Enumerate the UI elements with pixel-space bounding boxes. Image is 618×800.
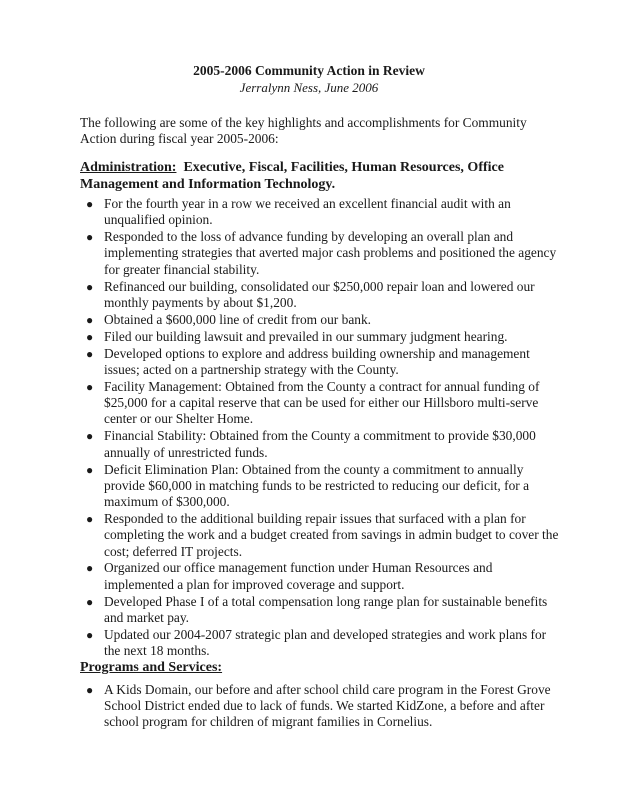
bullet-icon: ●	[86, 329, 94, 344]
list-item	[80, 229, 560, 278]
bullet-icon: ●	[86, 346, 94, 361]
list-item	[80, 627, 560, 660]
list-item	[80, 279, 560, 312]
list-item	[80, 682, 560, 731]
list-item-text: Refinanced our building, consolidated our $250,000 repair loan and lowered our monthly payments by about $1,200.	[104, 278, 535, 310]
list-item-text: For the fourth year in a row we received an excellent financial audit with an unqualified opinion.	[104, 196, 511, 228]
list-item-text: Deficit Elimination Plan: Obtained from the county a commitment to annually provide $60,000 in matching funds to be restricted to reducing our deficit, for a maximum of $300,000.	[104, 461, 530, 510]
list-item	[80, 428, 560, 461]
programs-heading-label: Programs and Services:	[80, 660, 223, 675]
list-item	[80, 462, 560, 511]
list-item-text: Updated our 2004-2007 strategic plan and developed strategies and work plans for the next 18 months.	[104, 626, 547, 659]
list-item	[80, 329, 560, 345]
bullet-icon: ●	[86, 511, 94, 526]
intro-paragraph: The following are some of the key highlights and accomplishments for Community Action during fiscal year 2005-2006:	[80, 115, 527, 147]
programs-section	[80, 660, 560, 731]
list-item-text: Developed Phase I of a total compensation long range plan for sustainable benefits and market pay.	[104, 593, 548, 625]
list-item-text: Organized our office management function under Human Resources and implemented a plan for improved coverage and support.	[104, 560, 493, 592]
bullet-icon: ●	[86, 627, 94, 642]
programs-list	[80, 682, 560, 731]
list-item-text: A Kids Domain, our before and after school child care program in the Forest Grove School District ended due to lack of funds. We started KidZone, a before and after school program for children of migrant families in Cornelius.	[104, 681, 551, 730]
bullet-icon: ●	[86, 594, 94, 609]
programs-heading	[80, 660, 560, 677]
list-item	[80, 379, 560, 428]
bullet-icon: ●	[86, 429, 94, 444]
bullet-icon: ●	[86, 312, 94, 327]
bullet-icon: ●	[86, 279, 94, 294]
administration-list	[80, 196, 560, 659]
bullet-icon: ●	[86, 379, 94, 394]
bullet-icon: ●	[86, 230, 94, 245]
bullet-icon: ●	[86, 682, 94, 697]
administration-heading	[80, 160, 560, 193]
list-item-text: Facility Management: Obtained from the County a contract for annual funding of $25,000 for a capital reserve that can be used for either our Hillsboro multi-serve center or our Shelter Home.	[104, 378, 540, 427]
list-item-text: Obtained a $600,000 line of credit from our bank.	[104, 311, 371, 327]
bullet-icon: ●	[86, 561, 94, 576]
list-item	[80, 346, 560, 379]
document-byline: Jerralynn Ness, June 2006	[239, 80, 379, 95]
administration-heading-label: Administration:	[80, 160, 177, 175]
list-item-text: Responded to the loss of advance funding by developing an overall plan and implementing strategies that averted major cash problems and positioned the agency for greater financial stability.	[104, 229, 557, 277]
list-item-text: Financial Stability: Obtained from the County a commitment to provide $30,000 annually of unrestricted funds.	[104, 428, 536, 460]
list-item	[80, 196, 560, 229]
bullet-icon: ●	[86, 197, 94, 211]
document-title: 2005-2006 Community Action in Review	[193, 63, 425, 78]
administration-heading-detail: Executive, Fiscal, Facilities, Human Resources, Office Management and Information Technology.	[80, 160, 508, 192]
list-item	[80, 312, 560, 328]
list-item-text: Filed our building lawsuit and prevailed in our summary judgment hearing.	[104, 328, 508, 344]
list-item	[80, 560, 560, 593]
bullet-icon: ●	[86, 462, 94, 477]
list-item	[80, 511, 560, 560]
list-item	[80, 594, 560, 627]
list-item-text: Developed options to explore and address building ownership and management issues; acted on a partnership strategy with the County.	[104, 345, 530, 377]
list-item-text: Responded to the additional building repair issues that surfaced with a plan for completing the work and a budget created from savings in admin budget to cover the cost; deferred IT projects.	[104, 510, 559, 559]
administration-section	[80, 160, 560, 660]
